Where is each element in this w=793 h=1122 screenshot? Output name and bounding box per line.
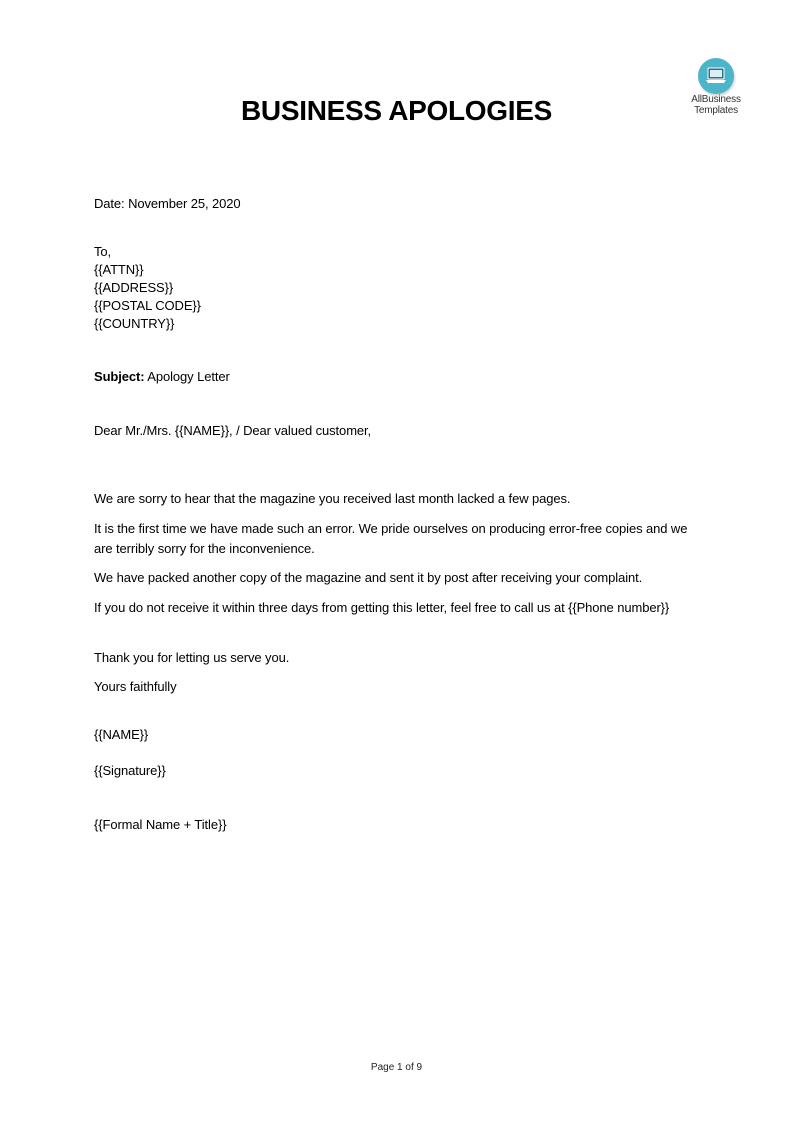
body-paragraph-5: Thank you for letting us serve you.	[94, 650, 290, 665]
body-paragraph-2: It is the first time we have made such an error. We pride ourselves on producing error-free copies and we are terribly sorry for the inconvenience.	[94, 521, 688, 556]
body-paragraph-1: We are sorry to hear that the magazine you received last month lacked a few pages.	[94, 491, 571, 506]
document-title: BUSINESS APOLOGIES	[241, 95, 552, 126]
address-to: To,	[94, 244, 112, 259]
salutation: Dear Mr./Mrs. {{NAME}}, / Dear valued customer,	[94, 423, 372, 438]
address-attn: {{ATTN}}	[94, 262, 144, 277]
closing: Yours faithfully	[94, 679, 177, 694]
laptop-icon	[705, 67, 727, 84]
body-paragraph-4: If you do not receive it within three days from getting this letter, feel free to call us at {{Phone number}}	[94, 600, 670, 615]
logo-text-line1: AllBusiness	[691, 94, 741, 105]
page-number: Page 1 of 9	[370, 1062, 423, 1073]
signature-placeholder: {{Signature}}	[94, 763, 166, 778]
address-street: {{ADDRESS}}	[94, 280, 174, 295]
address-country: {{COUNTRY}}	[94, 316, 175, 331]
logo-text-line2: Templates	[694, 105, 738, 116]
formal-name-title: {{Formal Name + Title}}	[94, 817, 227, 832]
subject-line	[94, 368, 230, 386]
subject-value: Apology Letter	[144, 369, 230, 384]
address-postal-code: {{POSTAL CODE}}	[94, 298, 201, 313]
subject-label: Subject:	[94, 369, 145, 384]
logo-badge	[698, 58, 734, 94]
body-paragraph-3: We have packed another copy of the magazine and sent it by post after receiving your complaint.	[94, 570, 643, 585]
letter-date: Date: November 25, 2020	[94, 196, 241, 211]
signer-name: {{NAME}}	[94, 727, 149, 742]
